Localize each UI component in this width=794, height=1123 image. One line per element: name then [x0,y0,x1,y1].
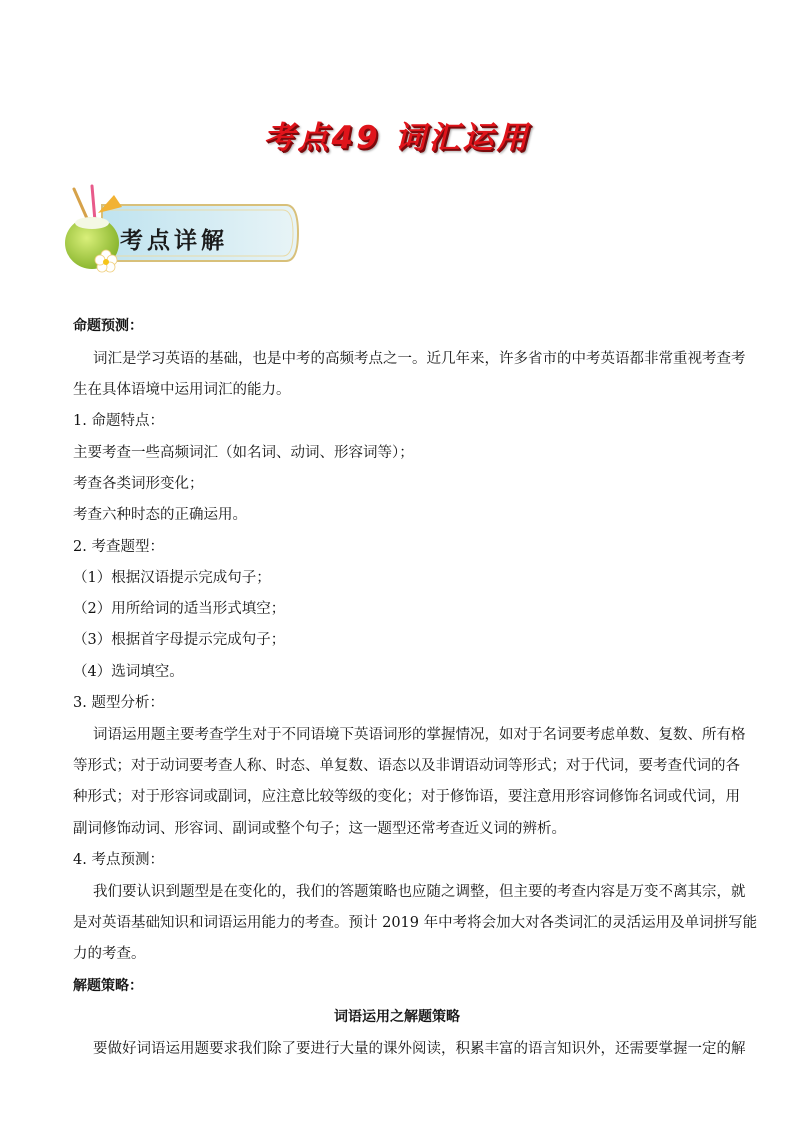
paragraph-line: 力的考查。 [73,946,146,962]
list-heading: 2. 考查题型： [73,539,164,555]
banner-label: 考点详解 [120,228,228,254]
list-heading: 1. 命题特点： [73,413,164,429]
paragraph-line: 词语运用题主要考查学生对于不同语境下英语词形的掌握情况，如对于名词要考虑单数、复数、所有格 [93,727,746,743]
paragraph-line: 生在具体语境中运用词汇的能力。 [73,382,291,398]
paragraph-line: 要做好词语运用题要求我们除了要进行大量的课外阅读，积累丰富的语言知识外，还需要掌握一定的解 [93,1041,746,1057]
list-heading: 4. 考点预测： [73,852,164,868]
list-item: （3）根据首字母提示完成句子； [73,632,286,648]
strategy-title: 词语运用之解题策略 [334,1009,460,1025]
paragraph-line: 等形式；对于动词要考查人称、时态、单复数、语态以及非谓语动词等形式；对于代词，要考查代词的各 [73,758,740,774]
paragraph-line: 词汇是学习英语的基础，也是中考的高频考点之一。近几年来，许多省市的中考英语都非常重视考查考 [93,351,746,367]
list-item: 主要考查一些高频词汇（如名词、动词、形容词等）； [73,445,414,461]
list-item: 考查各类词形变化； [73,476,204,492]
section-heading-prediction: 命题预测： [73,318,143,334]
paragraph-line: 种形式；对于形容词或副词，应注意比较等级的变化；对于修饰语，要注意用形容词修饰名词或代词，用 [73,789,740,805]
list-item: （4）选词填空。 [73,664,184,680]
list-item: 考查六种时态的正确运用。 [73,507,247,523]
list-item: （2）用所给词的适当形式填空； [73,601,286,617]
paragraph-line: 我们要认识到题型是在变化的，我们的答题策略也应随之调整，但主要的考查内容是万变不离其宗，就 [93,884,746,900]
page-title: 考点49 词汇运用 [263,120,531,156]
paragraph-line: 是对英语基础知识和词语运用能力的考查。预计 2019 年中考将会加大对各类词汇的灵活运用及单词拼写能 [73,915,758,931]
section-heading-strategy: 解题策略： [73,978,143,994]
list-heading: 3. 题型分析： [73,695,164,711]
list-item: （1）根据汉语提示完成句子； [73,570,271,586]
paragraph-line: 副词修饰动词、形容词、副词或整个句子；这一题型还常考查近义词的辨析。 [73,821,566,837]
